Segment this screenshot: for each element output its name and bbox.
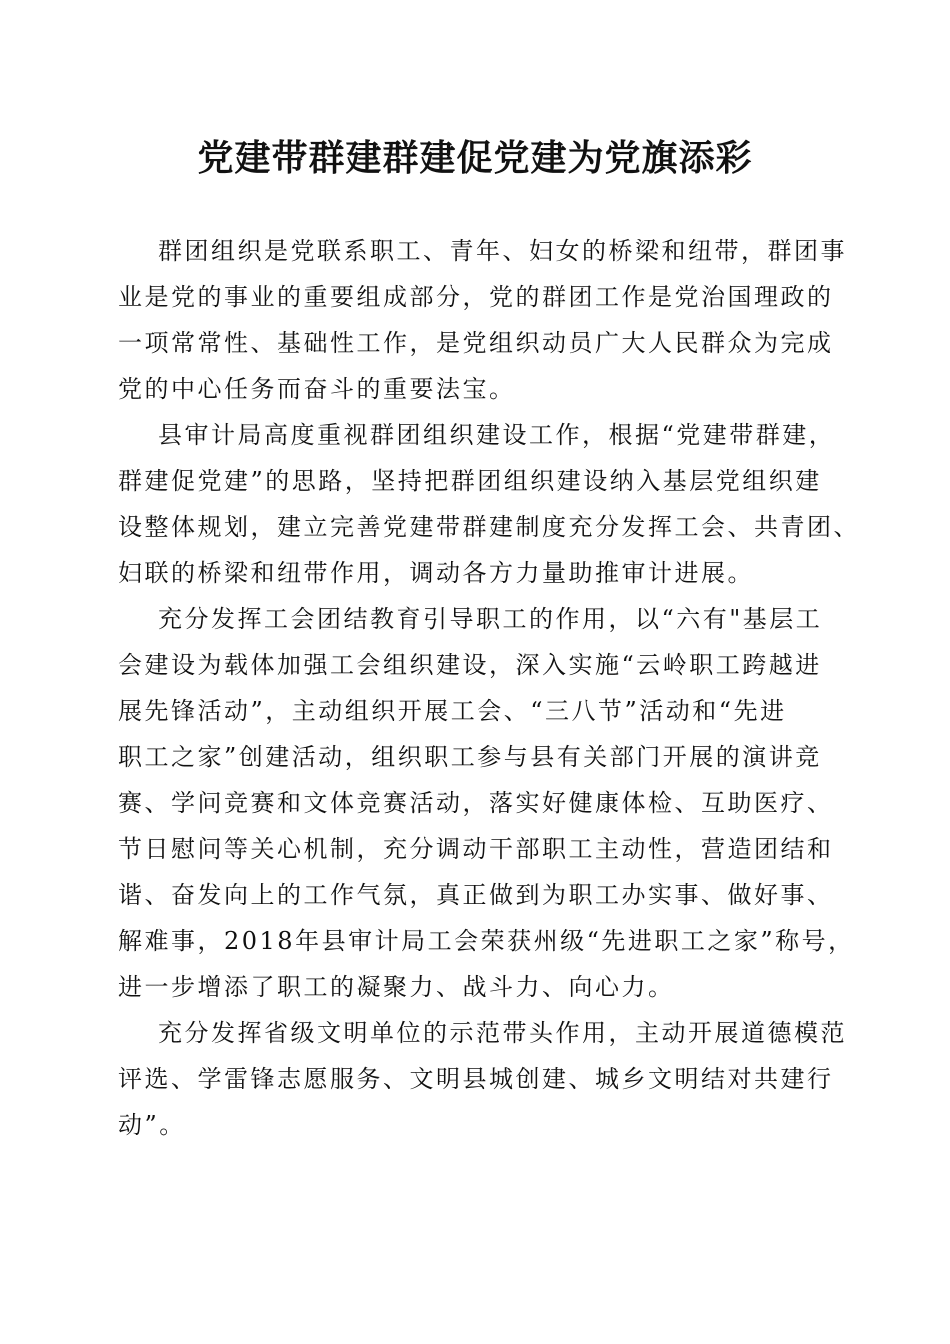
text-line: 业是党的事业的重要组成部分，党的群团工作是党治国理政的 [118,283,834,311]
text-line: 展先锋活动”，主动组织开展工会、“三八节”活动和“先进 [118,697,787,725]
text-line: 会建设为载体加强工会组织建设，深入实施“云岭职工跨越进 [118,651,822,679]
document-title: 党建带群建群建促党建为党旗添彩 [197,137,753,179]
text-line: 职工之家”创建活动，组织职工参与县有关部门开展的演讲竞 [118,743,822,771]
text-line: 群团组织是党联系职工、青年、妇女的桥梁和纽带，群团事 [158,237,847,265]
text-line: 充分发挥省级文明单位的示范带头作用，主动开展道德模范 [158,1019,847,1047]
text-line: 节日慰问等关心机制，充分调动干部职工主动性，营造团结和 [118,835,834,863]
text-line: 党的中心任务而奋斗的重要法宝。 [118,375,516,403]
paragraph-1 [118,228,847,412]
text-line: 充分发挥工会团结教育引导职工的作用，以“六有"基层工 [158,605,823,633]
text-line: 妇联的桥梁和纽带作用，调动各方力量助推审计进展。 [118,559,754,587]
text-line: 进一步增添了职工的凝聚力、战斗力、向心力。 [118,973,675,1001]
document-body [118,228,860,1148]
text-line: 赛、学问竞赛和文体竞赛活动，落实好健康体检、互助医疗、 [118,789,834,817]
text-line: 设整体规划，建立完善党建带群建制度充分发挥工会、共青团、 [118,513,860,541]
text-line: 一项常常性、基础性工作，是党组织动员广大人民群众为完成 [118,329,834,357]
paragraph-2 [118,412,860,596]
text-line: 县审计局高度重视群团组织建设工作，根据“党建带群建， [158,421,836,449]
paragraph-3 [118,596,855,1010]
text-line: 谐、奋发向上的工作气氛，真正做到为职工办实事、做好事、 [118,881,834,909]
paragraph-4 [118,1010,847,1148]
text-line: 解难事，2018年县审计局工会荣获州级“先进职工之家”称号， [118,927,855,955]
text-line: 动”。 [118,1111,186,1139]
text-line: 群建促党建”的思路，坚持把群团组织建设纳入基层党组织建 [118,467,822,495]
text-line: 评选、学雷锋志愿服务、文明县城创建、城乡文明结对共建行 [118,1065,834,1093]
